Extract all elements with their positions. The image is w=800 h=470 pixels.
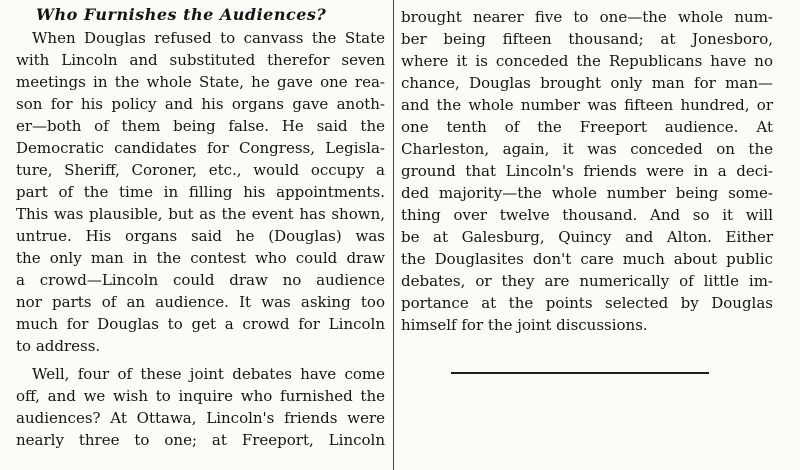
text-line: nearly three to one; at Freeport, Lincoln — [16, 431, 385, 449]
text-line: the only man in the contest who could draw — [16, 249, 385, 267]
text-line: audiences? At Ottawa, Lincoln's friends were — [16, 409, 385, 427]
text-line: where it is conceded the Republicans have no — [401, 52, 773, 70]
text-line: untrue. His organs said he (Douglas) was — [16, 227, 385, 245]
text-line: ber being fifteen thousand; at Jonesboro, — [401, 30, 773, 48]
text-line: thing over twelve thousand. And so it will — [401, 206, 773, 224]
text-line: off, and we wish to inquire who furnished the — [16, 387, 385, 405]
article-headline: Who Furnishes the Audiences? — [36, 5, 327, 24]
text-line: debates, or they are numerically of little im- — [401, 272, 773, 290]
text-line: Well, four of these joint debates have come — [32, 365, 385, 383]
text-line: much for Douglas to get a crowd for Lincoln — [16, 315, 385, 333]
text-line: himself for the joint discussions. — [401, 316, 648, 334]
text-line: chance, Douglas brought only man for man— — [401, 74, 773, 92]
text-line: nor parts of an audience. It was asking too — [16, 293, 385, 311]
text-line: Charleston, again, it was conceded on the — [401, 140, 773, 158]
text-line: a crowd—Lincoln could draw no audience — [16, 271, 385, 289]
text-line: This was plausible, but as the event has shown, — [16, 205, 385, 223]
text-line: er—both of them being false. He said the — [16, 117, 385, 135]
text-line: one tenth of the Freeport audience. At — [401, 118, 773, 136]
text-line: meetings in the whole State, he gave one rea- — [16, 73, 385, 91]
text-line: ded majority—the whole number being some- — [401, 184, 773, 202]
text-line: portance at the points selected by Douglas — [401, 294, 773, 312]
text-line: When Douglas refused to canvass the State — [32, 29, 385, 47]
text-line: part of the time in filling his appointments. — [16, 183, 385, 201]
text-line: son for his policy and his organs gave anoth- — [16, 95, 385, 113]
text-line: brought nearer five to one—the whole num- — [401, 8, 773, 26]
text-line: be at Galesburg, Quincy and Alton. Either — [401, 228, 773, 246]
text-line: ground that Lincoln's friends were in a deci- — [401, 162, 773, 180]
text-line: to address. — [16, 337, 101, 355]
end-of-article-rule — [451, 372, 709, 374]
text-line: ture, Sheriff, Coroner, etc., would occupy a — [16, 161, 385, 179]
text-line: Democratic candidates for Congress, Legisla- — [16, 139, 385, 157]
text-line: and the whole number was fifteen hundred, or — [401, 96, 773, 114]
text-line: the Douglasites don't care much about public — [401, 250, 773, 268]
text-line: with Lincoln and substituted therefor seven — [16, 51, 385, 69]
column-divider — [393, 0, 394, 470]
